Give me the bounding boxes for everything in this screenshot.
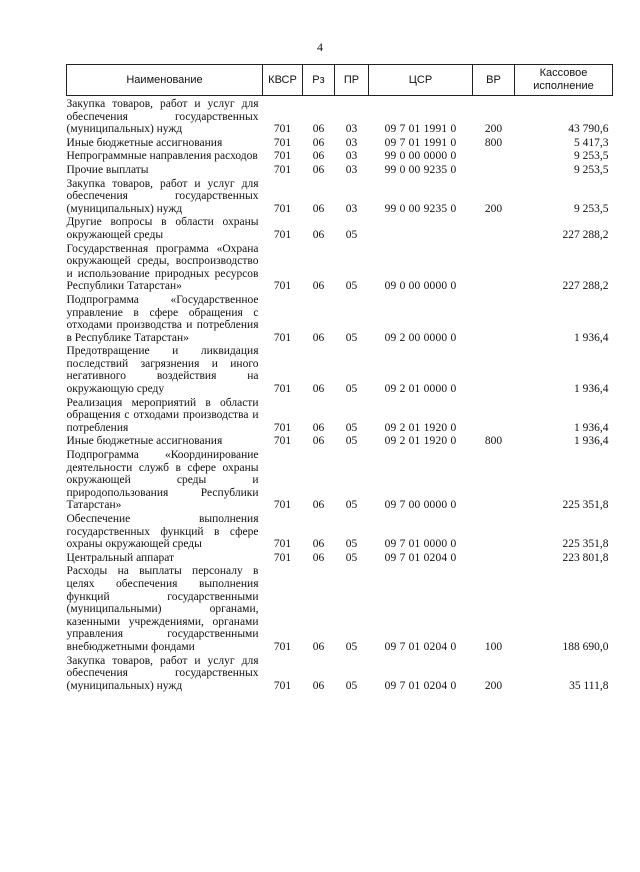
cell-pr: 05 [345,421,358,434]
cell-cash-execution: 1 936,4 [574,435,609,448]
cell-name: Закупка товаров, работ и услуг для обеспечения государственных (муниципальных) нужд [66,654,259,692]
cell-kvsr: 701 [273,202,292,215]
cell-csr: 09 2 01 0000 0 [384,383,457,396]
cell-rz: 06 [312,421,325,434]
cell-kvsr: 701 [273,136,292,149]
cell-kvsr: 701 [273,228,292,241]
cell-cash-execution: 43 790,6 [568,123,609,136]
cell-name: Предотвращение и ликвидация последствий загрязнения и иного негативного воздействия на окружающую среду [66,345,259,396]
cell-csr: 09 2 01 1920 0 [384,435,457,448]
cell-vr [473,243,515,294]
table-row [67,164,613,178]
cell-vr: 200 [484,202,503,215]
cell-vr [473,513,515,552]
cell-csr: 09 7 00 0000 0 [384,499,457,512]
cell-kvsr: 701 [273,538,292,551]
cell-vr [473,294,515,345]
cell-name: Подпрограмма «Государственное управление в сфере обращения с отходами производства и потребления в Республике Татарстан» [66,293,259,344]
cell-name: Непрограммные направления расходов [66,150,258,163]
cell-vr [473,345,515,396]
cell-rz: 06 [312,383,325,396]
cell-csr: 09 7 01 0204 0 [384,679,457,692]
cell-cash-execution: 188 690,0 [562,640,609,653]
cell-csr: 09 7 01 1991 0 [384,123,457,136]
table-row [67,345,613,396]
table-row [67,96,613,137]
cell-rz: 06 [312,640,325,653]
cell-kvsr: 701 [273,280,292,293]
cell-cash-execution: 9 253,5 [574,163,609,176]
cell-name: Прочие выплаты [66,163,149,176]
cell-kvsr: 701 [273,679,292,692]
cell-rz: 06 [312,202,325,215]
cell-pr: 05 [345,538,358,551]
cell-kvsr: 701 [273,383,292,396]
cell-kvsr: 701 [273,123,292,136]
cell-pr: 05 [345,280,358,293]
cell-rz: 06 [312,499,325,512]
cell-cash-execution: 225 351,8 [562,499,609,512]
cell-name: Другие вопросы в области охраны окружающей среды [66,216,259,241]
cell-pr: 03 [345,123,358,136]
cell-cash-execution: 227 288,2 [562,228,609,241]
cell-vr [473,150,515,164]
header-rz: Рз [303,65,335,96]
cell-rz: 06 [312,435,325,448]
cell-csr [369,216,473,242]
cell-pr: 03 [345,202,358,215]
cell-pr: 03 [345,150,358,163]
table-row [67,655,613,694]
cell-cash-execution: 9 253,5 [574,202,609,215]
cell-kvsr: 701 [273,551,292,564]
cell-cash-execution: 1 936,4 [574,383,609,396]
cell-cash-execution: 9 253,5 [574,150,609,163]
cell-kvsr: 701 [273,331,292,344]
cell-rz: 06 [312,538,325,551]
cell-csr: 09 7 01 0204 0 [384,640,457,653]
cell-rz: 06 [312,679,325,692]
cell-csr: 09 7 01 0000 0 [384,538,457,551]
table-row [67,565,613,654]
cell-pr: 03 [345,163,358,176]
cell-name: Закупка товаров, работ и услуг для обеспечения государственных (муниципальных) нужд [66,98,259,136]
cell-rz: 06 [312,123,325,136]
cell-cash-execution: 223 801,8 [562,551,609,564]
cell-kvsr: 701 [273,640,292,653]
cell-vr [473,552,515,566]
table-row [67,513,613,552]
cell-pr: 05 [345,383,358,396]
page-number: 4 [317,40,323,54]
table-row [67,397,613,436]
cell-vr: 800 [484,136,503,149]
table-row [67,294,613,345]
cell-cash-execution: 1 936,4 [574,421,609,434]
cell-cash-execution: 1 936,4 [574,331,609,344]
cell-csr: 99 0 00 9235 0 [384,202,457,215]
header-pr: ПР [335,65,369,96]
cell-kvsr: 701 [273,421,292,434]
table-row [67,435,613,449]
cell-kvsr: 701 [273,499,292,512]
cell-csr: 09 7 01 1991 0 [384,136,457,149]
cell-vr [473,164,515,178]
cell-rz: 06 [312,136,325,149]
cell-pr: 05 [345,435,358,448]
cell-cash-execution: 5 417,3 [574,136,609,149]
header-kvsr: КВСР [263,65,303,96]
header-cash-execution: Кассовое исполнение [515,65,613,96]
cell-name: Закупка товаров, работ и услуг для обеспечения государственных (муниципальных) нужд [66,177,259,215]
cell-cash-execution: 225 351,8 [562,538,609,551]
cell-name: Центральный аппарат [66,551,175,564]
cell-kvsr: 701 [273,435,292,448]
cell-pr: 05 [345,228,358,241]
cell-rz: 06 [312,331,325,344]
cell-csr: 99 0 00 9235 0 [384,163,457,176]
cell-pr: 05 [345,551,358,564]
cell-kvsr: 701 [273,163,292,176]
cell-pr: 05 [345,331,358,344]
cell-name: Расходы на выплаты персоналу в целях обеспечения выполнения функций государственными (муниципальными) органами, казенными учреждениями, органами управления государственными внебюджетными фондами [66,565,259,653]
cell-rz: 06 [312,150,325,163]
cell-csr: 09 2 01 1920 0 [384,421,457,434]
table-header [67,65,613,96]
cell-vr [473,449,515,513]
table-row [67,150,613,164]
cell-pr: 05 [345,679,358,692]
table-row [67,243,613,294]
cell-pr: 05 [345,640,358,653]
cell-vr: 800 [484,435,503,448]
cell-csr: 99 0 00 0000 0 [384,150,457,163]
cell-pr: 05 [345,499,358,512]
cell-rz: 06 [312,228,325,241]
cell-vr [473,216,515,242]
cell-rz: 06 [312,163,325,176]
cell-name: Обеспечение выполнения государственных функций в сфере охраны окружающей среды [66,513,259,551]
cell-name: Государственная программа «Охрана окружающей среды, воспроизводство и использование природных ресурсов Республики Татарстан» [66,242,259,293]
cell-csr: 09 2 00 0000 0 [384,331,457,344]
cell-name: Реализация мероприятий в области обращения с отходами производства и потребления [66,396,259,434]
cell-name: Подпрограмма «Координирование деятельности служб в сфере охраны окружающей среды и природопользования Республики Татарстан» [66,449,259,512]
cell-rz: 06 [312,280,325,293]
header-csr: ЦСР [369,65,473,96]
table-row [67,137,613,151]
cell-pr: 03 [345,136,358,149]
header-name: Наименование [67,65,263,96]
table-body [67,96,613,694]
table-row [67,552,613,566]
cell-vr: 100 [484,640,503,653]
cell-cash-execution: 35 111,8 [569,679,609,692]
cell-cash-execution: 227 288,2 [562,280,609,293]
budget-execution-table [66,64,613,693]
table-row [67,216,613,242]
cell-vr: 200 [484,679,503,692]
cell-name: Иные бюджетные ассигнования [66,435,223,448]
table-row [67,449,613,513]
header-vr: ВР [473,65,515,96]
cell-csr: 09 0 00 0000 0 [384,280,457,293]
cell-csr: 09 7 01 0204 0 [384,551,457,564]
table-row [67,178,613,217]
cell-vr [473,397,515,436]
cell-vr: 200 [484,123,503,136]
cell-rz: 06 [312,551,325,564]
cell-name: Иные бюджетные ассигнования [66,136,223,149]
cell-kvsr: 701 [273,150,292,163]
